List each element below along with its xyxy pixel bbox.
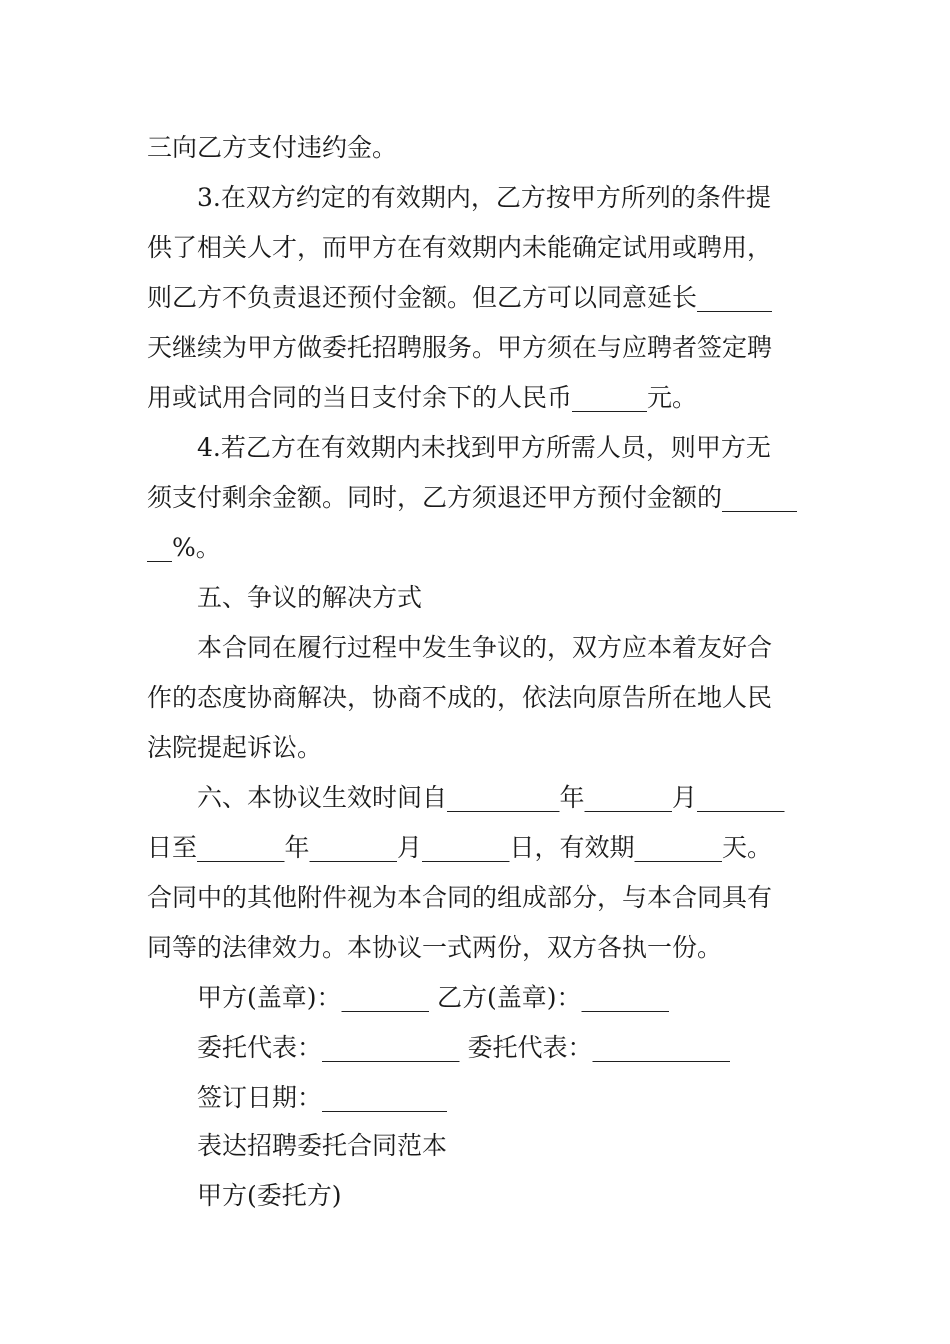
text-line: 用或试用合同的当日支付余下的人民币______元。 [147, 383, 698, 412]
signature-line: 签订日期：__________ [197, 1083, 448, 1112]
section-heading: 六、本协议生效时间自_________年_______月_______ [197, 783, 785, 812]
text-line: 供了相关人才，而甲方在有效期内未能确定试用或聘用， [147, 233, 773, 262]
text-line: 4.若乙方在有效期内未找到甲方所需人员，则甲方无 [197, 433, 771, 462]
text-line: 作的态度协商解决，协商不成的，依法向原告所在地人民 [147, 683, 773, 712]
text-line: __%。 [147, 533, 221, 562]
text-line: 须支付剩余金额。同时，乙方须退还甲方预付金额的______ [147, 483, 798, 512]
document-title: 表达招聘委托合同范本 [197, 1131, 448, 1160]
signature-line: 委托代表：___________ 委托代表：___________ [197, 1033, 730, 1062]
text-line: 天继续为甲方做委托招聘服务。甲方须在与应聘者签定聘 [147, 333, 773, 362]
text-line: 本合同在履行过程中发生争议的，双方应本着友好合 [197, 633, 773, 662]
party-label: 甲方(委托方) [197, 1181, 342, 1210]
text-line: 法院提起诉讼。 [147, 733, 323, 762]
signature-line: 甲方(盖章)：_______ 乙方(盖章)：_______ [197, 983, 669, 1012]
text-line: 3.在双方约定的有效期内，乙方按甲方所列的条件提 [197, 183, 771, 212]
section-heading: 五、争议的解决方式 [197, 583, 423, 612]
text-line: 合同中的其他附件视为本合同的组成部分，与本合同具有 [147, 883, 773, 912]
text-line: 日至_______年_______月_______日，有效期_______天。 [147, 833, 773, 862]
text-line: 同等的法律效力。本协议一式两份，双方各执一份。 [147, 933, 723, 962]
text-line: 则乙方不负责退还预付金额。但乙方可以同意延长______ [147, 283, 773, 312]
text-line: 三向乙方支付违约金。 [147, 133, 398, 162]
